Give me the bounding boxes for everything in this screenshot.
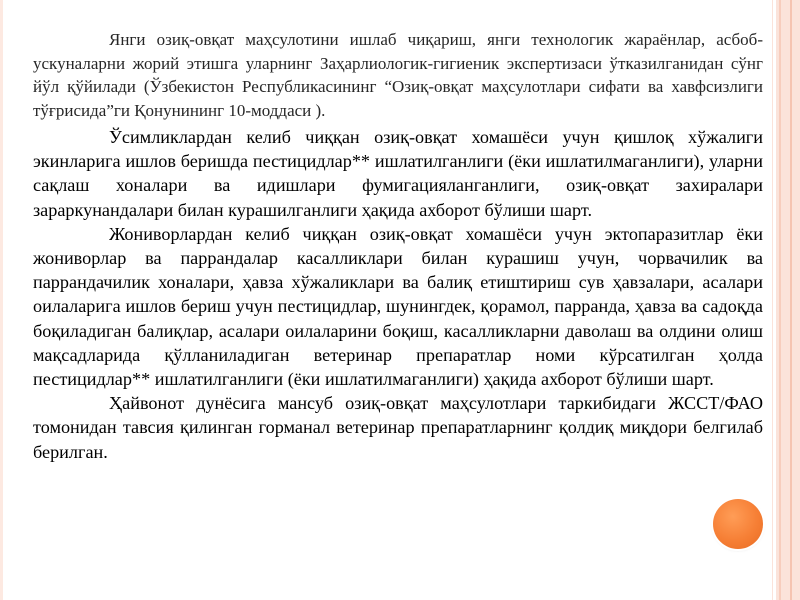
paragraph-1: Янги озиқ-овқат маҳсулотини ишлаб чиқариш, янги технологик жараёнлар, асбоб-ускуналарни жорий этишга уларнинг Заҳарлиологик-гигиеник экспертизаси ўтказилганидан сўнг йўл қўйилади (Ўзбекистон Республикасининг “Озиқ-овқат маҳсулотлари сифати ва хавфсизлиги тўғрисида”ги Қонунининг 10-моддаси ).	[33, 30, 763, 120]
sidebar-stripe	[790, 0, 792, 600]
left-edge-decoration	[0, 0, 3, 600]
sidebar-stripe	[773, 0, 776, 600]
slide-body	[33, 28, 763, 464]
paragraph-4: Ҳайвонот дунёсига мансуб озиқ-овқат маҳсулотлари таркибидаги ЖССТ/ФАО томонидан тавсия қилинган горманал ветеринар препаратларнинг қолдиқ миқдори белгилаб берилган.	[33, 393, 763, 462]
right-sidebar-decoration	[772, 0, 800, 600]
paragraph-2: Ўсимликлардан келиб чиққан озиқ-овқат хомашёси учун қишлоқ хўжалиги экинларига ишлов беришда пестицидлар** ишлатилганлиги (ёки ишлатилмаганлиги), уларни сақлаш хоналари ва идишлари фумигацияланганлиги, озиқ-овқат захиралари зараркунандалари билан курашилганлиги ҳақида ахборот бўлиши шарт.	[33, 127, 763, 220]
sidebar-stripe	[779, 0, 781, 600]
orange-circle-decoration	[713, 499, 763, 549]
paragraph-3: Жониворлардан келиб чиққан озиқ-овқат хомашёси учун эктопаразитлар ёки жониворлар ва паррандалар касалликлари билан курашиш учун, чорвачилик ва паррандачилик хоналари, ҳавза хўжаликлари ва балиқ етиштириш сув ҳавзалари, асалари оилаларига ишлов бериш учун пестицидлар, шунингдек, қорамол, парранда, ҳавза ва садоқда боқиладиган балиқлар, асалари оилаларини боқиш, касалликларни даволаш ва олдини олиш мақсадларида қўлланиладиган ветеринар препаратлар номи кўрсатилган ҳолда пестицидлар** ишлатилганлиги (ёки ишлатилмаганлиги) ҳақида ахборот бўлиши шарт.	[33, 223, 763, 390]
